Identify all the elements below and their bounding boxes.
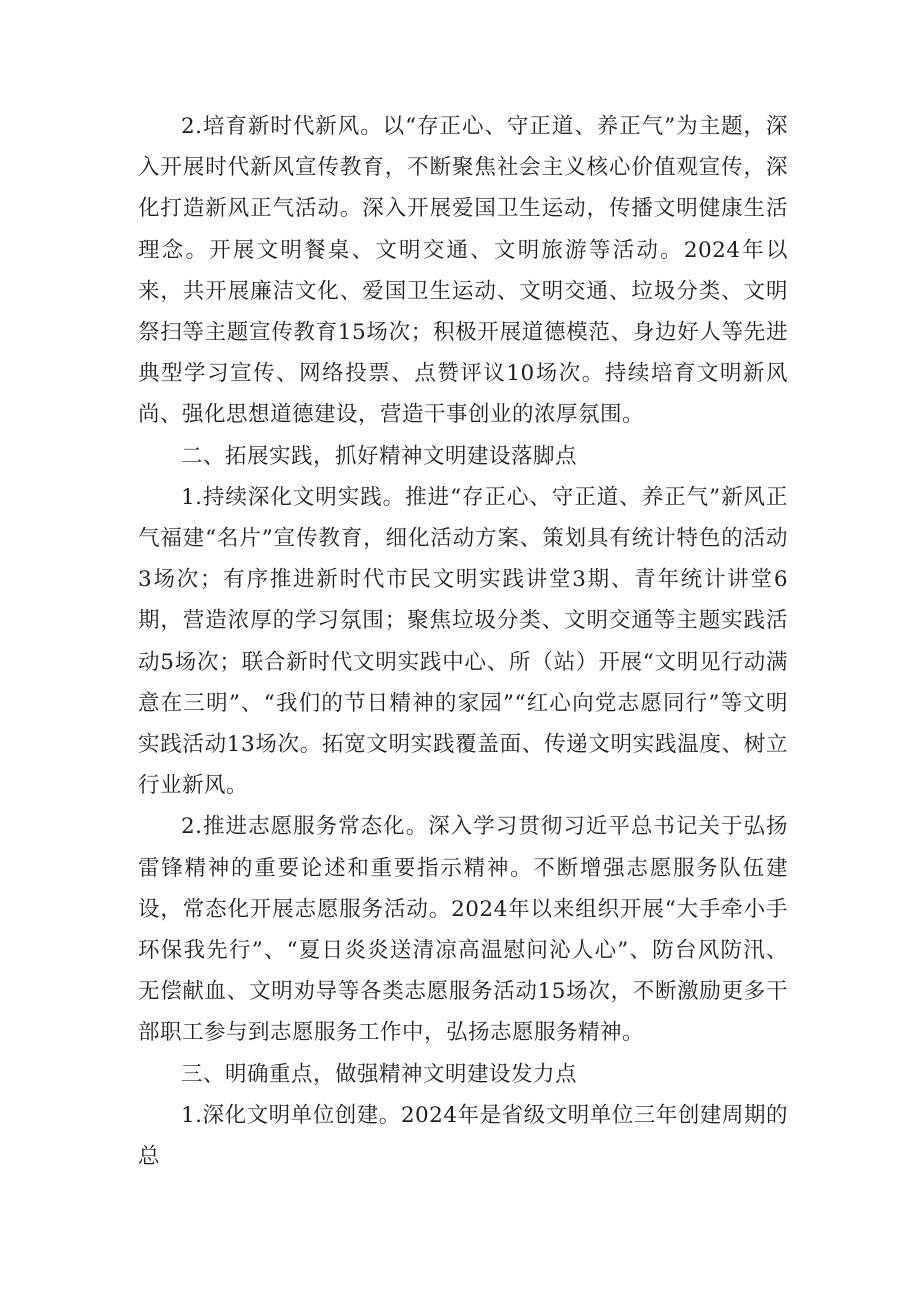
paragraph-volunteer-service: 2.推进志愿服务常态化。深入学习贯彻习近平总书记关于弘扬雷锋精神的重要论述和重要指示精神。不断增强志愿服务队伍建设，常态化开展志愿服务活动。2024年以来组织开展“大手牵小手环保我先行”、“夏日炎炎送清凉高温慰问沁人心”、防台风防汛、无偿献血、文明劝导等各类志愿服务活动15场次，不断激励更多干部职工参与到志愿服务工作中，弘扬志愿服务精神。 <box>138 814 788 1046</box>
paragraph-civilized-unit-creation: 1.深化文明单位创建。2024年是省级文明单位三年创建周期的总 <box>138 1102 788 1170</box>
document-body <box>138 106 788 1177</box>
section-heading-clarify-focus: 三、明确重点，做强精神文明建设发力点 <box>181 1061 578 1087</box>
paragraph-civilization-practice: 1.持续深化文明实践。推进“存正心、守正道、养正气”新风正气福建“名片”宣传教育，细化活动方案、策划具有统计特色的活动3场次；有序推进新时代市民文明实践讲堂3期、青年统计讲堂6期，营造浓厚的学习氛围；聚焦垃圾分类、文明交通等主题实践活动5场次；联合新时代文明实践中心、所（站）开展“文明见行动满意在三明”、“我们的节日精神的家园”“红心向党志愿同行”等文明实践活动13场次。拓宽文明实践覆盖面、传递文明实践温度、树立行业新风。 <box>138 484 788 799</box>
paragraph-cultivate-new-style: 2.培育新时代新风。以“存正心、守正道、养正气”为主题，深入开展时代新风宣传教育，不断聚焦社会主义核心价值观宣传，深化打造新风正气活动。深入开展爱国卫生运动，传播文明健康生活理念。开展文明餐桌、文明交通、文明旅游等活动。2024年以来，共开展廉洁文化、爱国卫生运动、文明交通、垃圾分类、文明祭扫等主题宣传教育15场次；积极开展道德模范、身边好人等先进典型学习宣传、网络投票、点赞评议10场次。持续培育文明新风尚、强化思想道德建设，营造干事创业的浓厚氛围。 <box>138 114 788 428</box>
section-heading-expand-practice: 二、拓展实践，抓好精神文明建设落脚点 <box>181 443 578 469</box>
